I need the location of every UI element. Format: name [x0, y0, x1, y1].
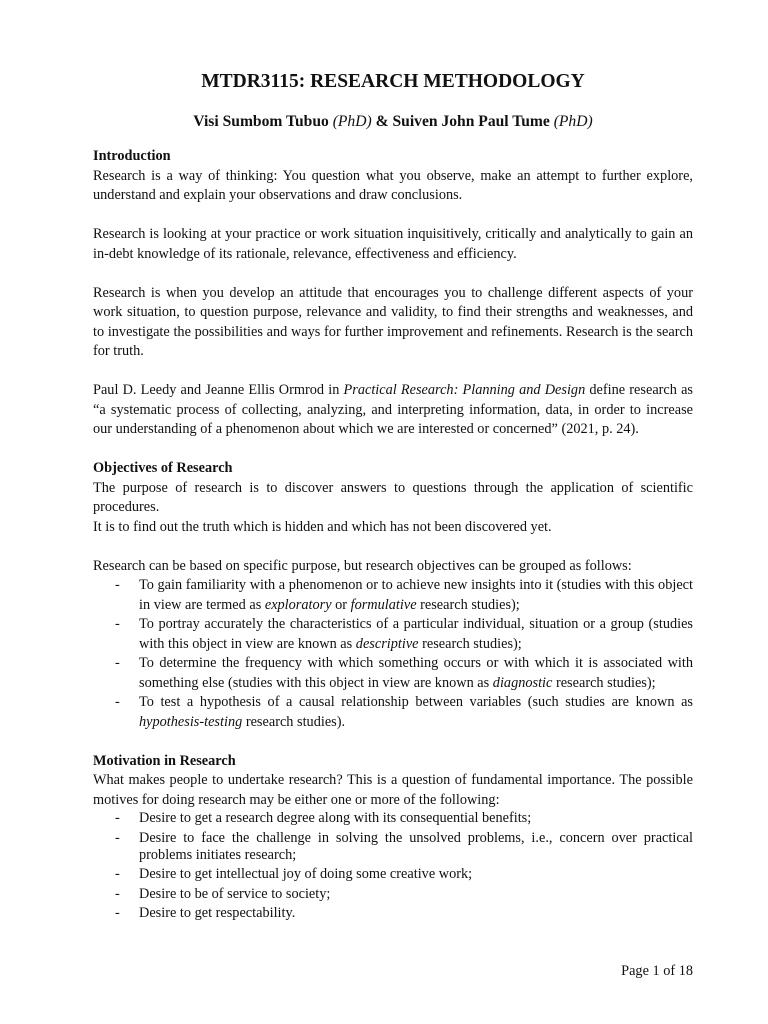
authors-line [93, 111, 693, 133]
introduction-heading: Introduction [93, 148, 171, 164]
list-item: - To test a hypothesis of a causal relationship between variables (such studies are known as hypothesis-testing research studies). [93, 693, 693, 732]
list-item: - To determine the frequency with which something occurs or with which it is associated with something else (studies with this object in view are known as diagnostic research studies); [93, 654, 693, 693]
authors-connector: & [375, 113, 389, 130]
introduction-paragraph-2: Research is looking at your practice or work situation inquisitively, critically and analytically to gain an in-debt knowledge of its rationale, relevance, effectiveness and efficiency. [93, 226, 693, 262]
leedy-definition: define research as “a systematic process of collecting, analyzing, and interpreting information, data, in order to increase our understanding of a phenomenon about which we are interested or concerned” (2021, p. 24). [93, 382, 693, 437]
motivation-paragraph-1: What makes people to undertake research? This is a question of fundamental importance. The possible motives for doing research may be either one or more of the following: [93, 772, 693, 808]
list-item: - Desire to face the challenge in solving the unsolved problems, i.e., concern over practical problems initiates research; [93, 830, 693, 864]
introduction-paragraph-4 [93, 381, 693, 440]
motivation-heading: Motivation in Research [93, 752, 236, 769]
author-2-degree: (PhD) [553, 113, 593, 130]
author-2-name: Suiven John Paul Tume [392, 113, 550, 130]
objectives-list-intro: Research can be based on specific purpose, but research objectives can be grouped as follows: [93, 557, 632, 574]
list-item: - Desire to get intellectual joy of doing some creative work; [93, 866, 693, 883]
motivation-list [93, 810, 693, 922]
page-number: Page 1 of 18 [621, 963, 693, 979]
book-title: Practical Research: Planning and Design [343, 382, 586, 398]
list-item: - Desire to get respectability. [93, 905, 693, 922]
page-content [93, 68, 693, 925]
list-item: - To gain familiarity with a phenomenon or to achieve new insights into it (studies with this object in view are termed as exploratory or formulative research studies); [93, 576, 693, 615]
objectives-paragraph-1: The purpose of research is to discover answers to questions through the application of scientific procedures. [93, 479, 693, 515]
introduction-paragraph-3: Research is when you develop an attitude that encourages you to challenge different aspects of your work situation, to question purpose, relevance and validity, to find their strengths and weaknesses, and to investigate the possibilities and ways for further improvement and refinements. Research is the search for truth. [93, 284, 693, 359]
introduction-paragraph-1: Research is a way of thinking: You question what you observe, make an attempt to further explore, understand and explain your observations and draw conclusions. [93, 167, 693, 203]
leedy-citation-lead: Paul D. Leedy and Jeanne Ellis Ormrod in [93, 382, 340, 398]
list-item: - Desire to be of service to society; [93, 886, 693, 903]
objectives-heading: Objectives of Research [93, 460, 233, 476]
objectives-paragraph-2: It is to find out the truth which is hidden and which has not been discovered yet. [93, 518, 552, 535]
list-item: - To portray accurately the characteristics of a particular individual, situation or a group (studies with this object in view are known as descriptive research studies); [93, 615, 693, 654]
document-title: MTDR3115: RESEARCH METHODOLOGY [201, 71, 585, 92]
author-1-degree: (PhD) [332, 113, 372, 130]
objectives-list [93, 576, 693, 732]
list-item: - Desire to get a research degree along with its consequential benefits; [93, 810, 693, 827]
author-1-name: Visi Sumbom Tubuo [193, 113, 329, 130]
